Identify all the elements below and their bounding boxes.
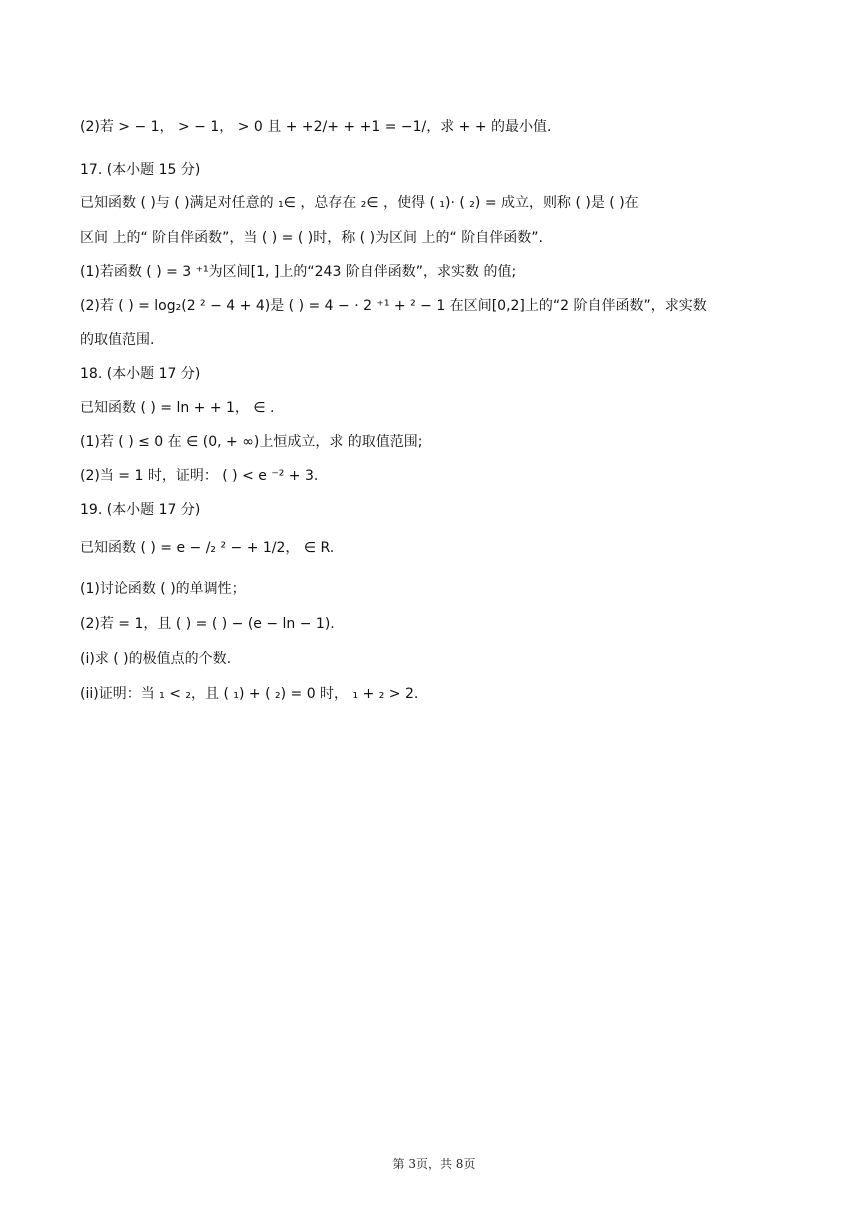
q17-stem-line1: 已知函数 ( )与 ( )满足对任意的 ₁∈ ，总存在 ₂∈ ，使得 ( ₁)· ( ₂) = 成立，则称 ( )是 ( )在 — [80, 195, 639, 211]
q19-part1: (1)讨论函数 ( )的单调性； — [80, 581, 246, 597]
q18-stem: 已知函数 ( ) = ln + + 1， ∈ . — [80, 400, 275, 416]
q19-part2: (2)若 = 1，且 ( ) = ( ) − (e − ln − 1). — [80, 616, 335, 632]
page-footer: 第 3页，共 8页 — [392, 1157, 476, 1171]
q19-part2-i: (i)求 ( )的极值点的个数. — [80, 651, 232, 667]
q19-stem: 已知函数 ( ) = e − /₂ ² − + 1/2， ∈ R. — [80, 540, 335, 556]
q18-part1: (1)若 ( ) ≤ 0 在 ∈ (0, + ∞)上恒成立，求 的取值范围; — [80, 434, 423, 450]
q19-heading: 19. (本小题 17 分) — [80, 502, 201, 518]
q17-heading: 17. (本小题 15 分) — [80, 162, 201, 178]
q16-part2: (2)若 > − 1， > − 1， > 0 且 + +2/+ + +1 = −1/，求 + + 的最小值. — [80, 119, 552, 135]
q18-part2: (2)当 = 1 时，证明： ( ) < e ⁻² + 3. — [80, 468, 319, 484]
q17-part2-line2: 的取值范围. — [80, 332, 155, 348]
q17-part2-line1: (2)若 ( ) = log₂(2 ² − 4 + 4)是 ( ) = 4 − · 2 ⁺¹ + ² − 1 在区间[0,2]上的“2 阶自伴函数”，求实数 — [80, 298, 707, 314]
q17-part1: (1)若函数 ( ) = 3 ⁺¹为区间[1, ]上的“243 阶自伴函数”，求实数 的值; — [80, 264, 517, 280]
q17-stem-line2: 区间 上的“ 阶自伴函数”，当 ( ) = ( )时，称 ( )为区间 上的“ 阶自伴函数”. — [80, 230, 543, 246]
q18-heading: 18. (本小题 17 分) — [80, 366, 201, 382]
q19-part2-ii: (ii)证明：当 ₁ < ₂，且 ( ₁) + ( ₂) = 0 时， ₁ + ₂ > 2. — [80, 686, 419, 702]
